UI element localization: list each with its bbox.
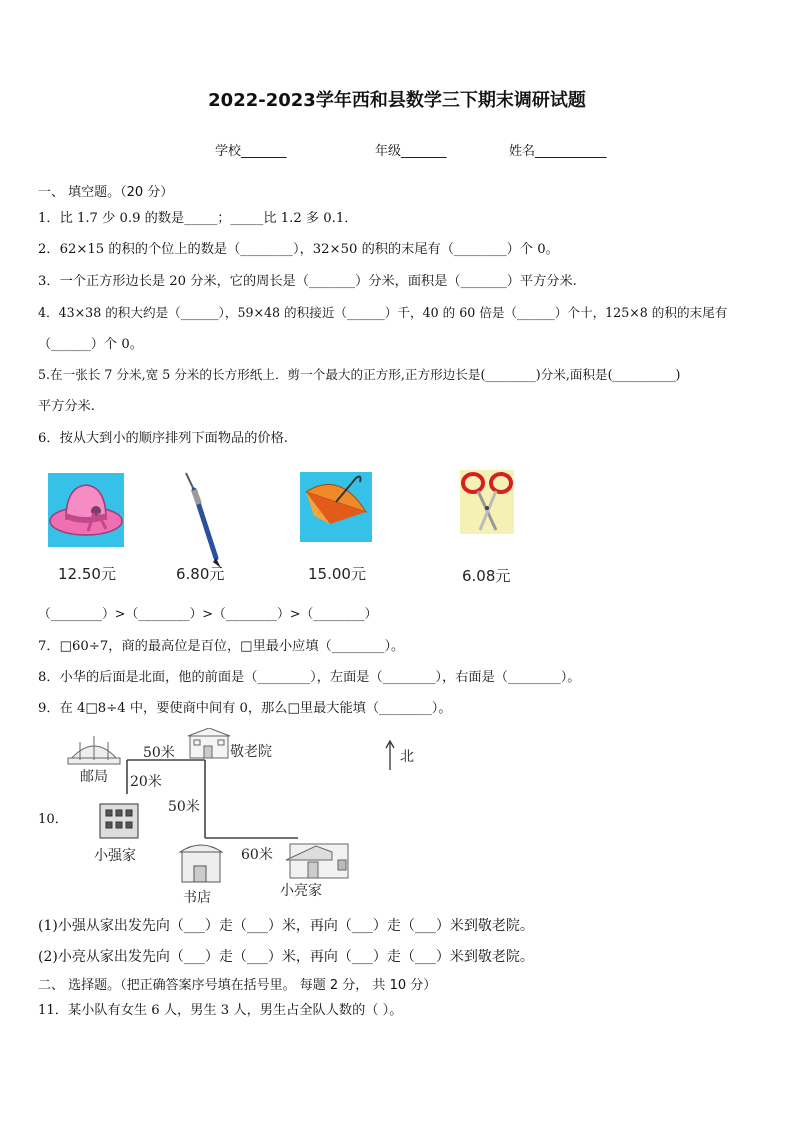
label-xiaoliang-home: 小亮家: [280, 883, 322, 899]
question-5-line-1: 5.在一张长 7 分米,宽 5 分米的长方形纸上．剪一个最大的正方形,正方形边长是(________)分米,面积是(__________): [38, 367, 681, 382]
question-10-part-2: (2)小亮从家出发先向（___）走（___）米，再向（___）走（___）米到敬老院。: [38, 949, 534, 965]
question-4-line-2: （______）个 0。: [38, 337, 143, 352]
question-3: 3．一个正方形边长是 20 分米，它的周长是（_______）分米，面积是（_______）平方分米.: [38, 274, 577, 289]
section-2-heading: 二、 选择题。（把正确答案序号填在括号里。 每题 2 分， 共 10 分）: [38, 978, 437, 993]
school-field: 学校_______: [215, 144, 287, 159]
label-nursing-home: 敬老院: [230, 744, 272, 760]
label-distance-60: 60米: [241, 847, 273, 863]
grade-field: 年级_______: [375, 144, 447, 159]
question-8: 8．小华的后面是北面，他的前面是（________），左面是（________），右面是（________）。: [38, 670, 581, 685]
question-6: 6．按从大到小的顺序排列下面物品的价格.: [38, 431, 288, 446]
route-map: [60, 728, 370, 903]
price-brush: 6.80元: [176, 565, 225, 583]
paintbrush-image: [180, 470, 224, 570]
question-7: 7．□60÷7，商的最高位是百位，□里最小应填（________）。: [38, 639, 405, 654]
label-distance-50-top: 50米: [143, 745, 175, 761]
price-umbrella: 15.00元: [308, 565, 366, 583]
north-arrow-icon: [384, 740, 396, 772]
hat-image: [48, 473, 124, 547]
label-post-office: 邮局: [80, 769, 108, 785]
label-distance-20: 20米: [130, 774, 162, 790]
page-title: 2022-2023学年西和县数学三下期末调研试题: [208, 90, 586, 111]
question-2: 2．62×15 的积的个位上的数是（________），32×50 的积的末尾有（________）个 0。: [38, 242, 559, 257]
question-6-order: （________）>（________）>（________）>（________）: [38, 607, 378, 622]
question-4-line-1: 4．43×38 的积大约是（______），59×48 的积接近（______）千，40 的 60 倍是（______）个十，125×8 的积的末尾有: [38, 305, 728, 320]
umbrella-image: [300, 472, 372, 542]
label-north: 北: [400, 749, 414, 765]
question-5-line-2: 平方分米.: [38, 399, 95, 414]
price-scissors: 6.08元: [462, 567, 511, 585]
label-xiaoqiang-home: 小强家: [94, 848, 136, 864]
label-distance-50-mid: 50米: [168, 799, 200, 815]
label-bookstore: 书店: [183, 890, 211, 906]
question-1: 1．比 1.7 少 0.9 的数是_____；_____比 1.2 多 0.1．: [38, 211, 358, 226]
question-10-part-1: (1)小强从家出发先向（___）走（___）米，再向（___）走（___）米到敬老院。: [38, 918, 534, 934]
question-9: 9．在 4□8÷4 中，要使商中间有 0，那么□里最大能填（________）。: [38, 701, 452, 716]
price-hat: 12.50元: [58, 565, 116, 583]
name-field: 姓名___________: [509, 144, 607, 159]
scissors-image: [460, 470, 514, 534]
question-11: 11．某小队有女生 6 人，男生 3 人，男生占全队人数的（ ）。: [38, 1003, 403, 1018]
question-10-number: 10．: [38, 812, 68, 827]
section-1-heading: 一、 填空题。（20 分）: [38, 185, 174, 200]
